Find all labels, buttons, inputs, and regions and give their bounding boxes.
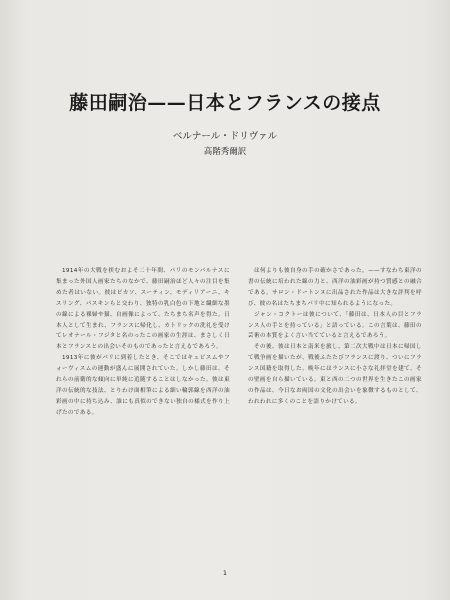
body-column-left <box>56 266 230 582</box>
body-paragraph: その後、彼は日本と南米を旅し、第二次大戦中は日本に帰国して戦争画を描いたが、戦後ふたたびフランスに渡り、ついにフランス国籍を取得した。晩年にはランスに小さな礼拝堂を建て、その壁画を自ら描いている。東と西の二つの世界を生きたこの画家の作品は、今日なお両国の文化の出会いを象徴するものとして、われわれに多くのことを語りかけている。 <box>248 344 422 405</box>
body-paragraph: 1914年の大戦を挟むおよそ二十年間、パリのモンパルナスに集まった外国人画家たちのなかで、藤田嗣治ほど人々の注目を集めた者はいない。彼はピカソ、スーティン、モディリアーニ、キスリング、パスキンらと交わり、独特の乳白色の下地と繊細な墨の線による裸婦や猫、自画像によって、たちまち名声を得た。日本人として生まれ、フランスに帰化し、カトリックの洗礼を受けてレオナール・フジタと名のったこの画家の生涯は、まさしく日本とフランスとの出会いそのものであったと言えるであろう。 <box>56 268 230 351</box>
article-title: 藤田嗣治——日本とフランスの接点 <box>69 92 381 114</box>
body-paragraph: は何よりも彼自身の手の確かさであった。——すなわち東洋の書の伝統に培われた線の力と、西洋の油彩画が持つ質感との融合である。サロン・ドートンヌに出品された作品は大きな評判を呼び、彼の名はたちまちパリ中に知られるようになった。 <box>248 268 422 307</box>
body-column-right <box>248 266 422 582</box>
body-paragraph: ジャン・コクトーは彼について、「藤田は、日本人の目とフランス人の手とを持っている」と語っている。この言葉は、藤田の芸術の本質をよく言い当てていると言えるであろう。 <box>248 311 422 340</box>
page-number: 1 <box>222 569 228 577</box>
article-author: ベルナール・ドリヴァル <box>172 131 278 142</box>
article-translator: 高階秀爾訳 <box>203 147 247 157</box>
body-paragraph: 1913年に彼がパリに到着したとき、そこではキュビスムやフォーヴィスムの運動が盛んに展開されていた。しかし藤田は、それらの前衛的な傾向に単純に追随することはしなかった。彼は東洋の伝統的な技法、とりわけ面相筆による細い輪郭線を西洋の油彩画の中に持ち込み、誰にも真似のできない独自の様式を作り上げたのである。 <box>56 355 230 416</box>
